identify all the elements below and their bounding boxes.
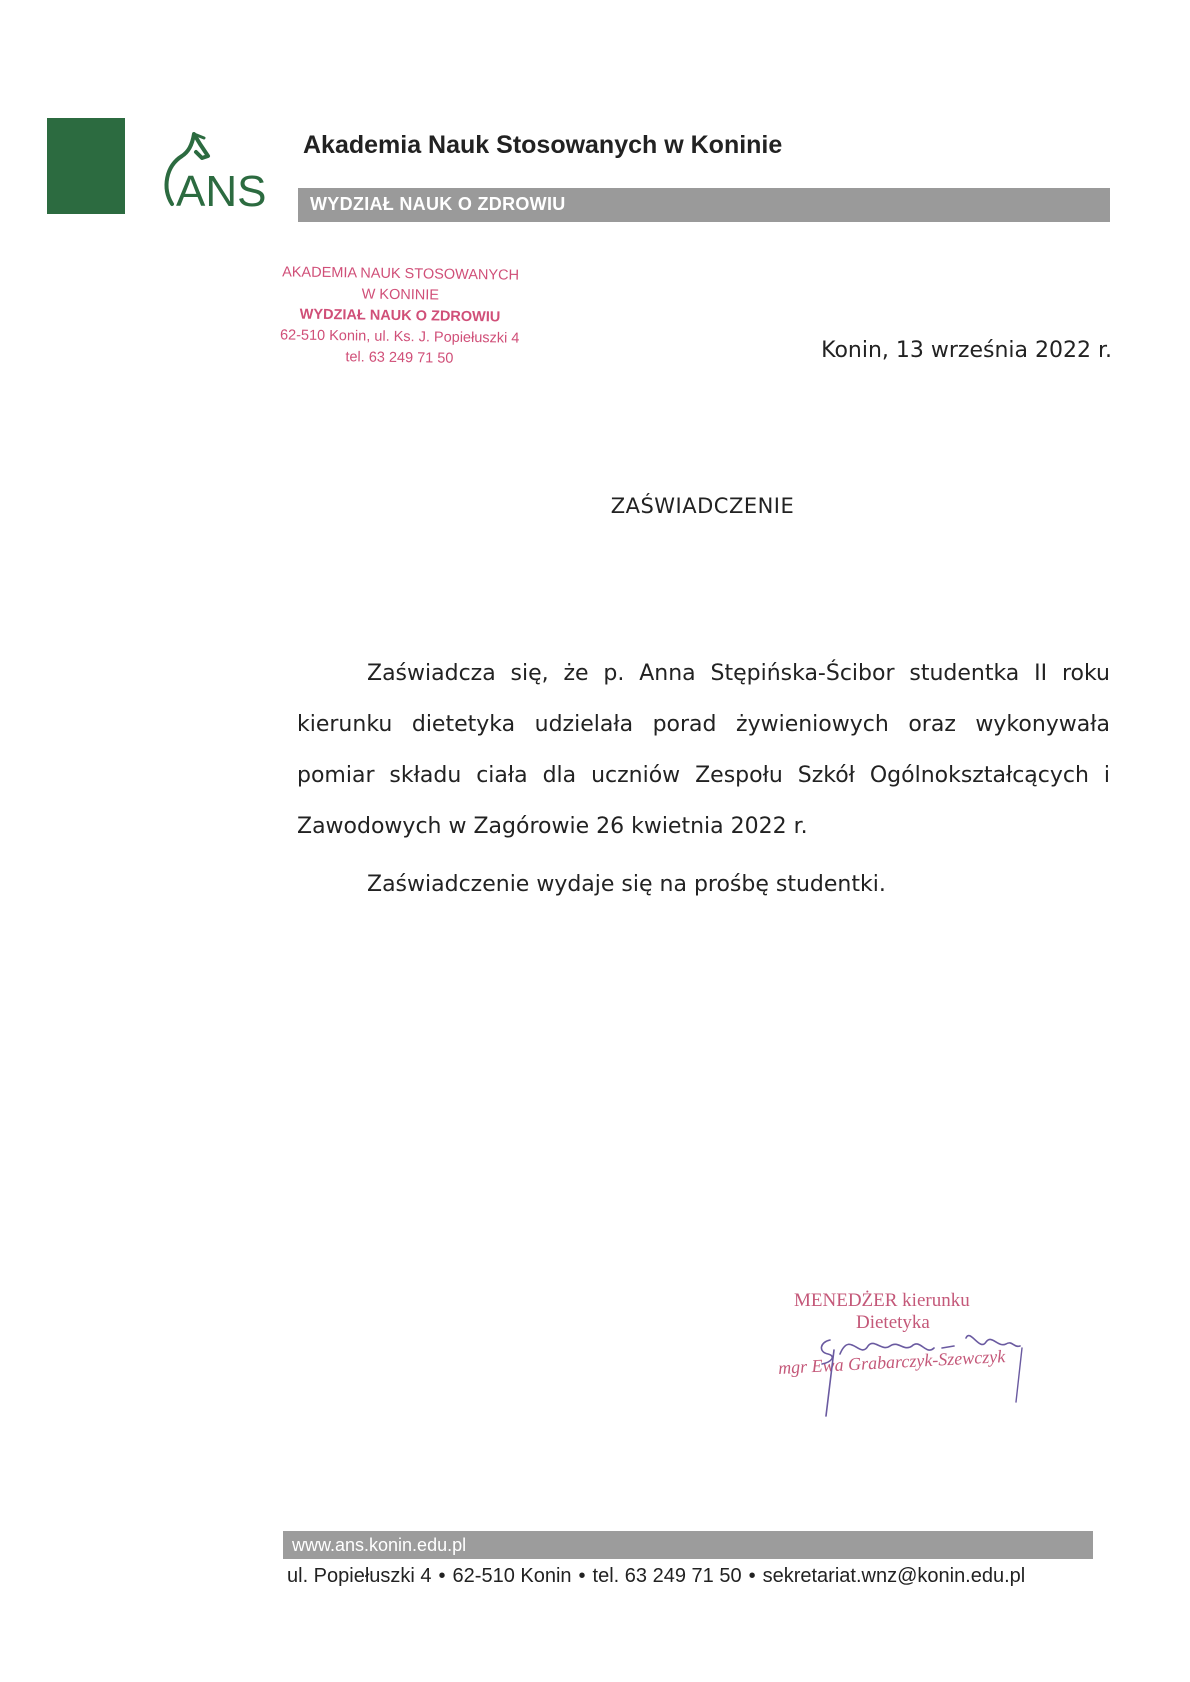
ans-logo [158, 126, 278, 210]
footer-contact [287, 1565, 1025, 1588]
footer-email[interactable]: sekretariat.wnz@konin.edu.pl [762, 1565, 1026, 1587]
logo-text: ANS [176, 167, 267, 210]
footer-address: ul. Popiełuszki 4 [287, 1565, 432, 1587]
handwritten-signature [770, 1290, 1070, 1420]
signature-person: mgr Ewa Grabarczyk-Szewczyk [777, 1346, 1006, 1378]
faculty-banner [298, 188, 1110, 222]
stamp-line: tel. 63 249 71 50 [345, 349, 454, 367]
footer-banner [283, 1531, 1093, 1559]
signature-field: Dietetyka [856, 1312, 930, 1333]
stamp-line: W KONINIE [361, 286, 440, 304]
brand-color-block [47, 118, 125, 214]
horse-logo-icon [158, 126, 278, 210]
stamp-line: 62-510 Konin, ul. Ks. J. Popiełuszki 4 [279, 327, 520, 347]
certificate-body: Zaświadcza się, że p. Anna Stępińska-Ścibor studentka II roku kierunku dietetyka udzielała porad żywieniowych oraz wykonywała pomiar składu ciała dla uczniów Zespołu Szkół Ogólnokształcących i Zawodowych w Zagórowie 26 kwietnia 2022 r. [297, 661, 1110, 839]
signature-role: MENEDŻER kierunku [794, 1290, 970, 1311]
document-title: ZAŚWIADCZENIE [610, 494, 795, 518]
faculty-name: WYDZIAŁ NAUK O ZDROWIU [310, 194, 566, 214]
footer-phone: tel. 63 249 71 50 [592, 1565, 742, 1587]
footer-city: 62-510 Konin [452, 1565, 572, 1587]
bullet-separator: • [438, 1565, 446, 1587]
footer-website[interactable]: www.ans.konin.edu.pl [292, 1535, 467, 1555]
stamp-line: WYDZIAŁ NAUK O ZDROWIU [299, 306, 501, 326]
closing-statement: Zaświadczenie wydaje się na prośbę studentki. [367, 872, 886, 897]
institution-stamp [249, 262, 550, 371]
institution-name: Akademia Nauk Stosowanych w Koninie [303, 131, 783, 159]
stamp-line: AKADEMIA NAUK STOSOWANYCH [282, 264, 520, 284]
document-date: Konin, 13 września 2022 r. [821, 338, 1112, 363]
signature-stamp [770, 1290, 1070, 1420]
bullet-separator: • [578, 1565, 586, 1587]
bullet-separator: • [748, 1565, 756, 1587]
